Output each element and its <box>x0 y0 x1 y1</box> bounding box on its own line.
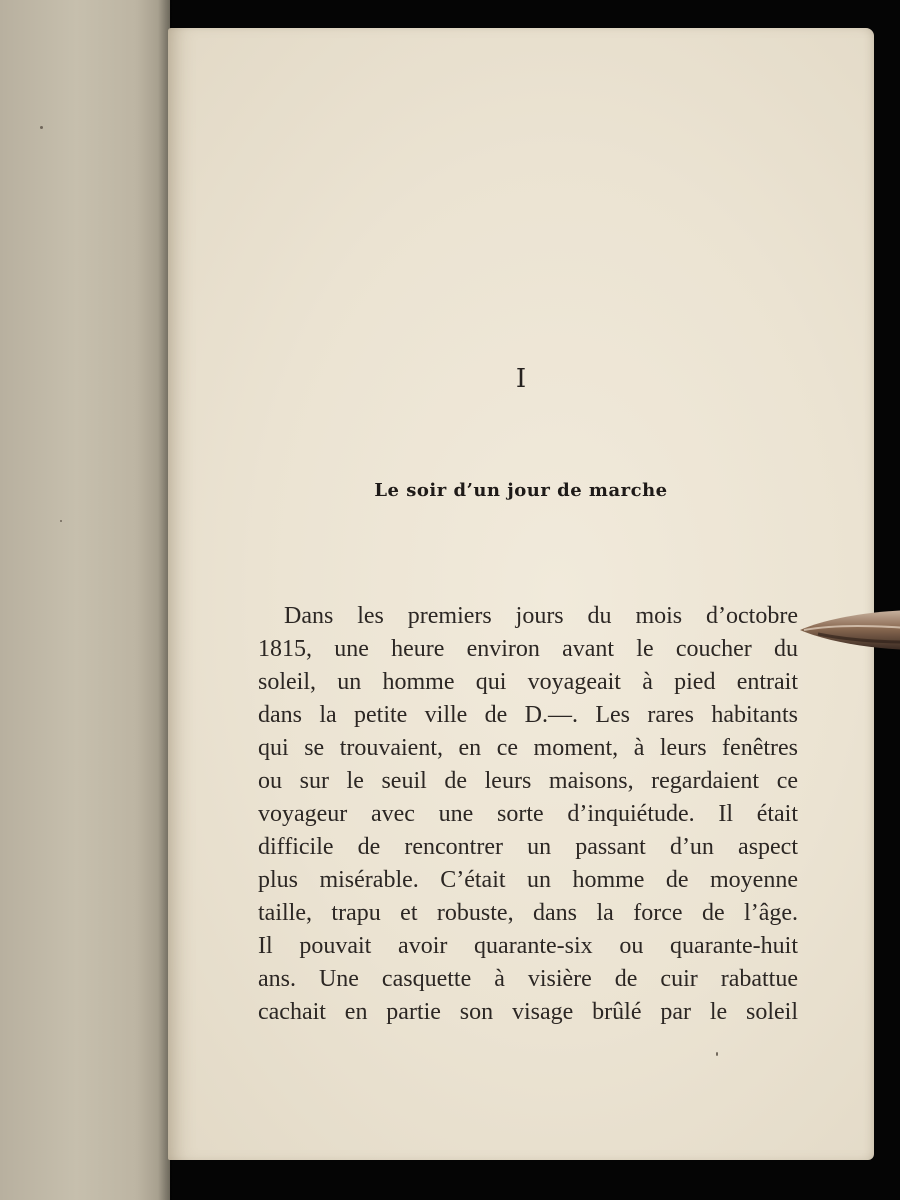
paper-speck <box>60 520 62 522</box>
body-text <box>258 600 798 1029</box>
text-line: cachait en partie son visage brûlé par le soleil <box>258 999 798 1025</box>
text-line: voyageur avec une sorte d’inquiétude. Il était <box>258 801 798 827</box>
text-line: difficile de rencontrer un passant d’un aspect <box>258 834 798 860</box>
text-line: Dans les premiers jours du mois d’octobre <box>284 603 798 629</box>
text-line: taille, trapu et robuste, dans la force de l’âge. <box>258 900 798 926</box>
chapter-number: I <box>515 364 527 394</box>
text-line: 1815, une heure environ avant le coucher du <box>258 636 798 662</box>
text-line: dans la petite ville de D.—. Les rares habitants <box>258 702 798 728</box>
text-line: ou sur le seuil de leurs maisons, regardaient ce <box>258 768 798 794</box>
text-line: soleil, un homme qui voyageait à pied entrait <box>258 669 798 695</box>
paper-speck <box>40 126 43 129</box>
right-page <box>168 28 874 1160</box>
paper-speck <box>716 1052 718 1056</box>
left-page <box>0 0 170 1200</box>
text-line: qui se trouvaient, en ce moment, à leurs fenêtres <box>258 735 798 761</box>
text-line: plus misérable. C’était un homme de moyenne <box>258 867 798 893</box>
text-line: Il pouvait avoir quarante-six ou quarante-huit <box>258 933 798 959</box>
metal-pointer-icon <box>798 604 900 654</box>
text-line: ans. Une casquette à visière de cuir rabattue <box>258 966 798 992</box>
chapter-title: Le soir d’un jour de marche <box>374 480 668 501</box>
